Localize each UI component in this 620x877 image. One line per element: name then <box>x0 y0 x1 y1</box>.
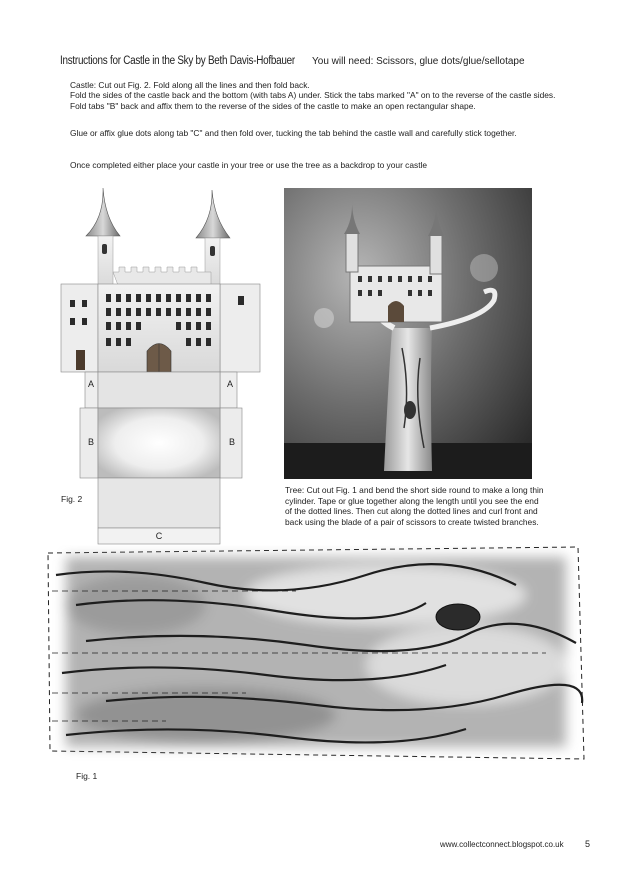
tree-instructions: Tree: Cut out Fig. 1 and bend the short side round to make a long thin cylinder. Tape or glue together along the length until you see the end of the dotted lines. Then cut along the dotted lines and curl front and back using the blade of a pair of scissors to create twisted branches. <box>285 485 544 527</box>
bark-knot <box>436 604 480 630</box>
materials-needed: You will need: Scissors, glue dots/glue/sellotape <box>312 56 525 67</box>
photo-tree-trunk <box>384 328 432 471</box>
tab-a-right-label: A <box>226 379 234 389</box>
tab-a-right <box>220 372 237 408</box>
footer-url: www.collectconnect.blogspot.co.uk <box>440 840 564 849</box>
castle-instruction-4: Once completed either place your castle in your tree or use the tree as a backdrop to your castle <box>70 160 428 170</box>
tab-a-left <box>85 372 98 408</box>
tab-b-left-label: B <box>87 437 95 447</box>
tab-c-label: C <box>155 531 163 541</box>
castle-floor-clouds <box>98 408 220 478</box>
right-tower-roof <box>196 190 230 238</box>
tab-b-right-label: B <box>228 437 236 447</box>
castle-instruction-3: Glue or affix glue dots along tab "C" and then fold over, tucking the tab behind the castle wall and carefully stick together. <box>70 128 517 138</box>
page-number: 5 <box>585 839 591 849</box>
finished-castle-photo <box>284 188 532 479</box>
fig2-label: Fig. 2 <box>61 494 83 504</box>
left-tower-roof <box>86 188 120 236</box>
castle-instruction-2: Fold the sides of the castle back and the bottom (with tabs A) under. Stick the tabs marked "A" on to the reverse of the castle sides. Fold tabs "B" back and affix them to the reverse of the sides of the castle to make an open rectangular shape. <box>70 90 556 111</box>
side-door <box>76 350 85 370</box>
fig1-label: Fig. 1 <box>76 771 98 781</box>
tree-bark-template-figure <box>46 545 586 767</box>
castle-template-figure <box>60 188 274 550</box>
castle-instruction-1: Castle: Cut out Fig. 2. Fold along all the lines and then fold back. <box>70 80 310 90</box>
base-panel <box>98 372 220 408</box>
back-wall <box>98 478 220 528</box>
tab-a-left-label: A <box>87 379 95 389</box>
page-title: Instructions for Castle in the Sky by Beth Davis-Hofbauer <box>60 55 295 67</box>
